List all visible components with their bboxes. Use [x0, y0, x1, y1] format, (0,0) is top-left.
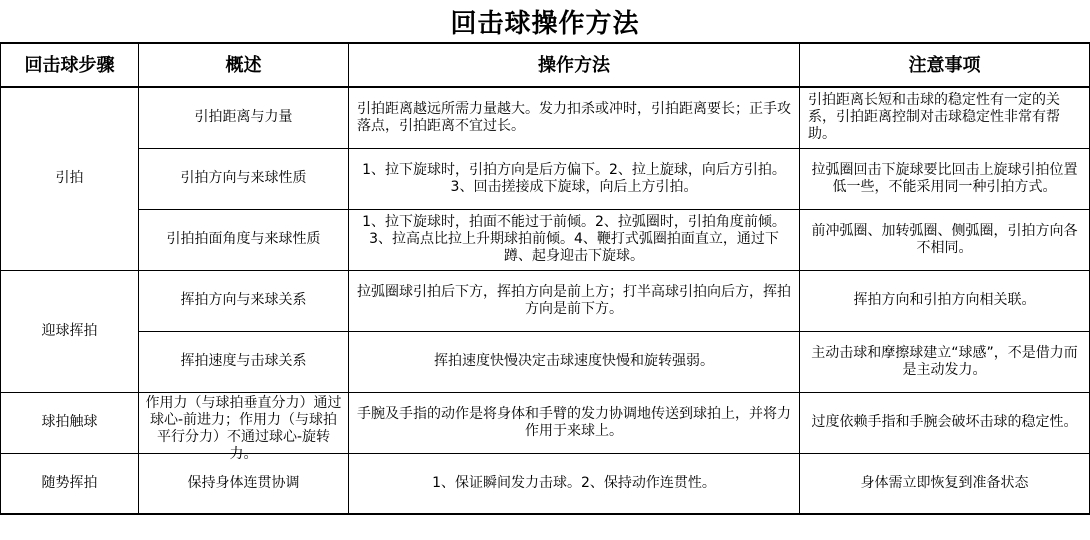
overview-cell: 挥拍速度与击球关系 [139, 331, 349, 392]
method-cell: 引拍距离越远所需力量越大。发力扣杀或冲时，引拍距离要长；正手攻落点，引拍距离不宜过长。 [349, 87, 800, 148]
overview-cell: 引拍拍面角度与来球性质 [139, 209, 349, 270]
overview-cell [139, 392, 349, 462]
table-row [1, 453, 1090, 514]
notes-cell: 过度依赖手指和手腕会破坏击球的稳定性。 [800, 392, 1090, 453]
overview-cell: 挥拍方向与来球关系 [139, 270, 349, 331]
overview-cell-text: 作用力（与球拍垂直分力）通过球心-前进力；作用力（与球拍平行分力）不通过球心-旋转力。 [145, 394, 342, 462]
overview-cell: 引拍方向与来球性质 [139, 148, 349, 209]
header-step: 回击球步骤 [1, 43, 139, 87]
method-cell: 手腕及手指的动作是将身体和手臂的发力协调地传送到球拍上，并将力作用于来球上。 [349, 392, 800, 453]
header-method: 操作方法 [349, 43, 800, 87]
table-row [1, 331, 1090, 392]
operation-table [0, 42, 1090, 515]
step-cell: 引拍 [1, 87, 139, 270]
table-row [1, 148, 1090, 209]
notes-cell: 拉弧圈回击下旋球要比回击上旋球引拍位置低一些，不能采用同一种引拍方式。 [800, 148, 1090, 209]
page-title: 回击球操作方法 [450, 8, 640, 39]
header-row [1, 43, 1090, 87]
overview-cell: 保持身体连贯协调 [139, 453, 349, 514]
notes-cell: 身体需立即恢复到准备状态 [800, 453, 1090, 514]
table-row [1, 270, 1090, 331]
notes-cell: 挥拍方向和引拍方向相关联。 [800, 270, 1090, 331]
method-cell: 挥拍速度快慢决定击球速度快慢和旋转强弱。 [349, 331, 800, 392]
step-cell: 球拍触球 [1, 392, 139, 453]
method-cell: 1、保证瞬间发力击球。2、保持动作连贯性。 [349, 453, 800, 514]
notes-cell: 主动击球和摩擦球建立“球感”，不是借力而是主动发力。 [800, 331, 1090, 392]
header-notes: 注意事项 [800, 43, 1090, 87]
method-cell: 1、拉下旋球时，拍面不能过于前倾。2、拉弧圈时，引拍角度前倾。3、拉高点比拉上升期球拍前倾。4、鞭打式弧圈拍面直立，通过下蹲、起身迎击下旋球。 [349, 209, 800, 270]
overview-cell: 引拍距离与力量 [139, 87, 349, 148]
header-overview: 概述 [139, 43, 349, 87]
table-row [1, 392, 1090, 453]
step-cell: 迎球挥拍 [1, 270, 139, 392]
notes-cell: 前冲弧圈、加转弧圈、侧弧圈，引拍方向各不相同。 [800, 209, 1090, 270]
table-row [1, 209, 1090, 270]
method-cell: 拉弧圈球引拍后下方，挥拍方向是前上方；打半高球引拍向后方，挥拍方向是前下方。 [349, 270, 800, 331]
table-row [1, 87, 1090, 148]
notes-cell: 引拍距离长短和击球的稳定性有一定的关系，引拍距离控制对击球稳定性非常有帮助。 [800, 87, 1090, 148]
method-cell: 1、拉下旋球时，引拍方向是后方偏下。2、拉上旋球，向后方引拍。3、回击搓接成下旋球，向后上方引拍。 [349, 148, 800, 209]
step-cell: 随势挥拍 [1, 453, 139, 514]
